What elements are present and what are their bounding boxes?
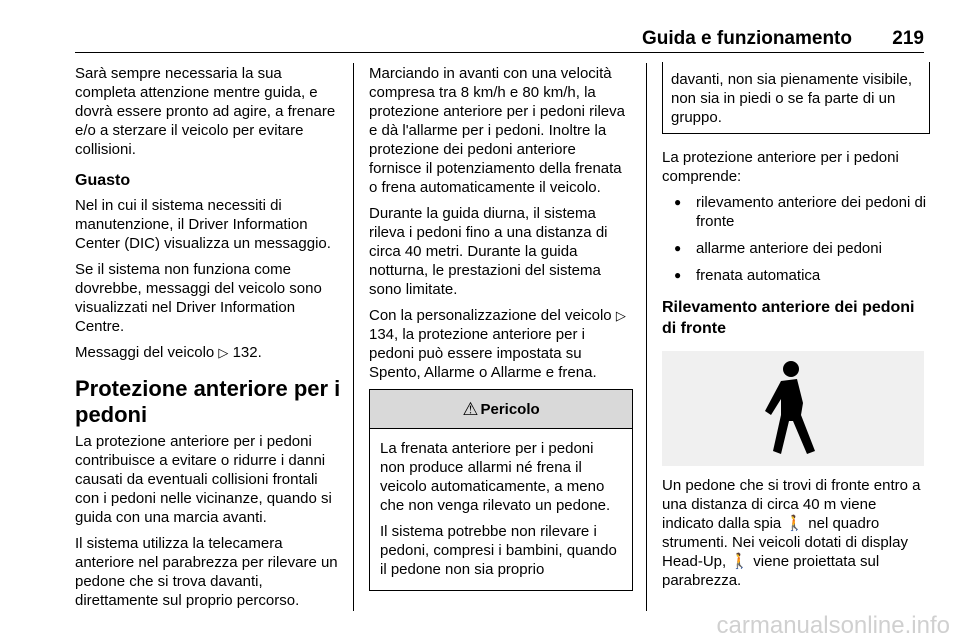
column-1 [75,64,345,617]
section-heading-rilevamento: Rilevamento anteriore dei pedoni di fronte [662,299,915,337]
paragraph: La frenata anteriore per i pedoni non produce allarmi né frena il veicolo automaticamente, a meno che non venga rilevato un pedone. [380,440,611,514]
section-heading-guasto: Guasto [75,172,131,189]
feature-list [662,193,928,285]
danger-header [370,389,632,429]
page-header [75,8,924,53]
list-item: ● allarme anteriore dei pedoni [696,239,928,258]
paragraph: Marciando in avanti con una velocità compresa tra 8 km/h e 80 km/h, la protezione anteriore per i pedoni rileva e dà l'allarme per i pedoni. Inoltre la protezione dei pedoni anteriore fornisce il potenziamento della frenata o frena automaticamente il veicolo. [369,65,625,196]
page-ref-arrow-icon: ▷ [218,345,229,360]
list-item: ● frenata automatica [696,266,928,285]
paragraph: Il sistema potrebbe non rilevare i pedoni, compresi i bambini, quando il pedone non sia proprio [380,523,617,578]
page-number: 219 [892,28,924,49]
page-title: Guida e funzionamento [641,28,852,49]
paragraph: Durante la guida diurna, il sistema rileva i pedoni fino a una distanza di circa 40 metri. Durante la guida notturna, le prestazioni del sistema sono limitate. [369,205,608,298]
column-divider-2 [646,63,647,611]
danger-box-continued [662,62,930,134]
paragraph: Nel in cui il sistema necessiti di manutenzione, il Driver Information Center (DIC) visualizza un messaggio. [75,197,331,252]
watermark: carmanualsonline.info [716,612,950,639]
section-heading-protezione: Protezione anteriore per i pedoni [75,376,341,427]
paragraph: Sarà sempre necessaria la sua completa attenzione mentre guida, e dovrà essere pronto ad agire, a frenare e/o a sterzare il veicolo per evitare collisioni. [75,65,336,158]
pedestrian-figure [662,351,924,466]
danger-warning-box [369,389,633,591]
pedestrian-indicator-icon: 🚶 [730,553,750,570]
column-3 [662,64,928,597]
page-ref-arrow-icon: ▷ [615,308,626,323]
page-reference-link[interactable]: 132. [232,344,262,361]
column-2 [369,64,631,591]
column-divider-1 [353,63,354,611]
warning-triangle-icon: ⚠ [462,398,479,419]
list-item: ● rilevamento anteriore dei pedoni di fronte [696,193,928,231]
paragraph: Il sistema utilizza la telecamera anteriore nel parabrezza per rilevare un pedone che si trova davanti, direttamente sul proprio percorso. [75,535,338,609]
paragraph: davanti, non sia pienamente visibile, non sia in piedi o se fa parte di un gruppo. [671,71,912,126]
danger-title: Pericolo [480,400,540,418]
paragraph: Se il sistema non funziona come dovrebbe, messaggi del veicolo sono visualizzati nel Driver Information Centre. [75,261,322,335]
paragraph-reference: Messaggi del veicolo ▷ 132. [75,344,262,361]
danger-body [370,429,632,590]
paragraph: La protezione anteriore per i pedoni comprende: [662,149,899,185]
page-reference-link[interactable]: 134, la protezione anteriore per i pedoni può essere impostata su Spento, Allarme o Allarme e frena. [369,326,597,381]
paragraph: Un pedone che si trovi di fronte entro a una distanza di circa 40 m viene indicato dalla spia 🚶 nel quadro strumenti. Nei veicoli dotati di display Head-Up, 🚶 viene proiettata sul parabrezza. [662,477,921,589]
paragraph: La protezione anteriore per i pedoni contribuisce a evitare o ridurre i danni causati da eventuali collisioni frontali con i pedoni nelle vicinanze, quando si guida con una marcia avanti. [75,433,332,526]
paragraph-reference: Con la personalizzazione del veicolo ▷ 134, la protezione anteriore per i pedoni può essere impostata su Spento, Allarme o Allarme e frena. [369,307,626,381]
pedestrian-indicator-icon: 🚶 [785,515,805,532]
pedestrian-icon [757,359,829,459]
